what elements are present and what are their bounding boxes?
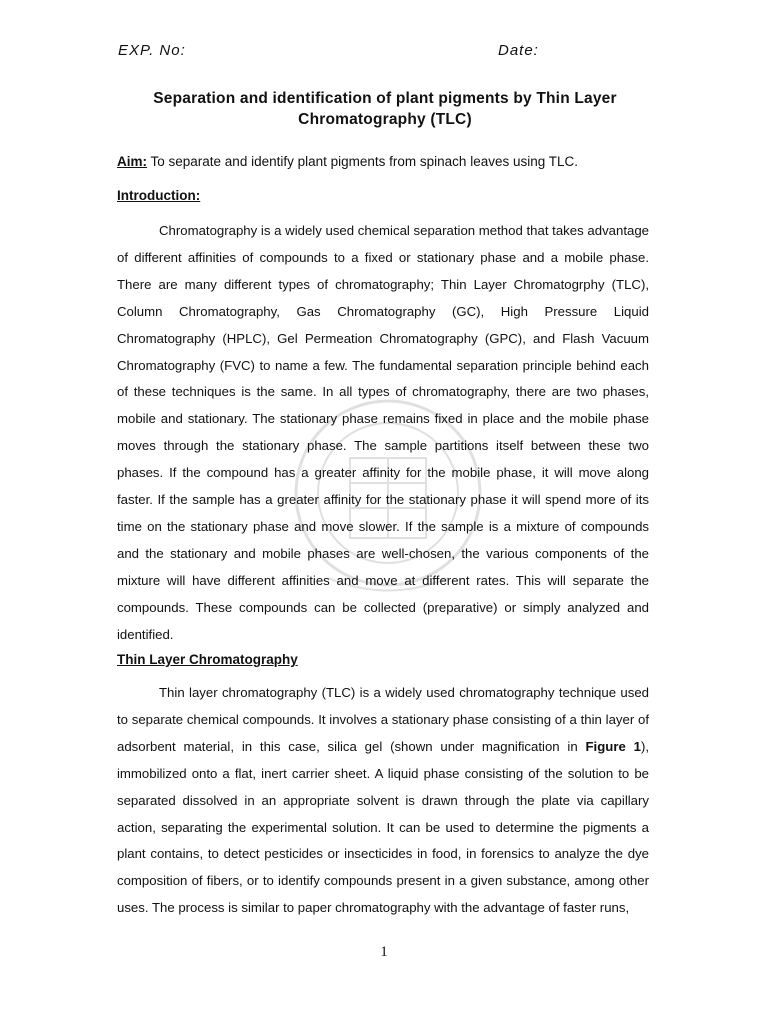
tlc-heading: Thin Layer Chromatography: [117, 652, 298, 667]
tlc-paragraph-part-2: ), immobilized onto a flat, inert carrier sheet. A liquid phase consisting of the solution to be separated dissolved in an appropriate solvent is drawn through the plate via capillary action, separating the experimental solution. It can be used to determine the pigments a plant contains, to detect pesticides or insecticides in food, in forensics to analyze the dye composition of fibers, or to identify compounds present in a given substance, among other uses. The process is similar to paper chromatography with the advantage of faster runs,: [117, 738, 649, 916]
figure-reference: Figure 1: [585, 738, 641, 754]
introduction-heading: Introduction:: [117, 188, 201, 203]
document-title: [110, 88, 660, 130]
aim-text: To separate and identify plant pigments from spinach leaves using TLC.: [147, 154, 578, 169]
introduction-paragraph: Chromatography is a widely used chemical separation method that takes advantage of different affinities of compounds to a fixed or stationary phase and a mobile phase. There are many different types of chromatography; Thin Layer Chromatogrphy (TLC), Column Chromatography, Gas Chromatography (GC), High Pressure Liquid Chromatography (HPLC), Gel Permeation Chromatography (GPC), and Flash Vacuum Chromatography (FVC) to name a few. The fundamental separation principle behind each of these techniques is the same. In all types of chromatography, there are two phases, mobile and stationary. The stationary phase remains fixed in place and the mobile phase moves through the stationary phase. The sample partitions itself between these two phases. If the compound has a greater affinity for the mobile phase, it will move along faster. If the sample has a greater affinity for the stationary phase it will spend more of its time on the stationary phase and move slower. If the sample is a mixture of compounds and the stationary and mobile phases are well-chosen, the various components of the mixture will have different affinities and move at different rates. This will separate the compounds. These compounds can be collected (preparative) or simply analyzed and identified.: [117, 223, 649, 642]
title-line-1: Separation and identification of plant pigments by Thin Layer: [153, 90, 617, 107]
date-label: Date:: [498, 42, 539, 59]
aim-label: Aim:: [117, 154, 147, 169]
exp-no-label: EXP. No:: [118, 42, 186, 59]
tlc-paragraph-part-1: Thin layer chromatography (TLC) is a widely used chromatography technique used to separate chemical compounds. It involves a stationary phase consisting of a thin layer of adsorbent material, in this case, silica gel (shown under magnification in: [117, 685, 649, 754]
aim-statement: [117, 154, 578, 169]
title-line-2: Chromatography (TLC): [298, 111, 472, 128]
page-number: 1: [380, 944, 388, 960]
tlc-paragraph: [117, 680, 649, 922]
